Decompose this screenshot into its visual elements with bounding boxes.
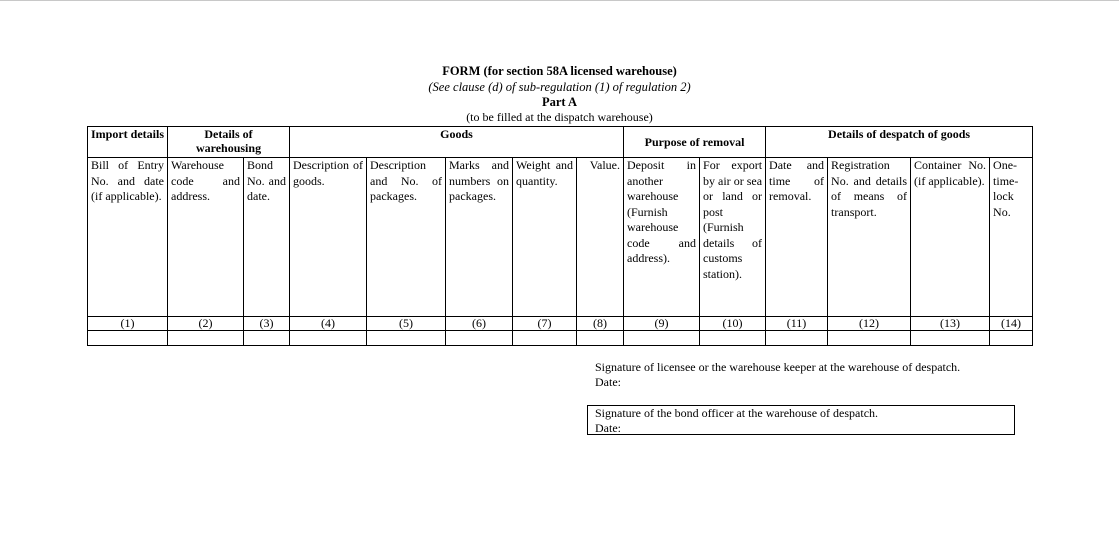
group-purpose-of-removal: Purpose of removal xyxy=(624,127,766,158)
form-part-label: Part A xyxy=(541,95,578,109)
entry-cell[interactable] xyxy=(766,331,828,346)
entry-cell[interactable] xyxy=(700,331,766,346)
column-number: (13) xyxy=(911,317,990,331)
column-number: (10) xyxy=(700,317,766,331)
column-header-container-no: Container No. (if applicable). xyxy=(911,158,990,317)
column-header-description-packages: Description and No. of packages. xyxy=(367,158,446,317)
group-goods: Goods xyxy=(290,127,624,158)
column-number: (1) xyxy=(88,317,168,331)
column-header-date-time-removal: Date and time of removal. xyxy=(766,158,828,317)
bond-officer-signature-box xyxy=(587,405,1015,435)
column-number: (3) xyxy=(244,317,290,331)
column-number: (11) xyxy=(766,317,828,331)
column-number: (9) xyxy=(624,317,700,331)
table-row xyxy=(88,331,1033,346)
licensee-signature-label: Signature of licensee or the warehouse keeper at the warehouse of despatch. xyxy=(595,360,961,374)
entry-cell[interactable] xyxy=(828,331,911,346)
bond-officer-signature-label: Signature of the bond officer at the warehouse of despatch. xyxy=(595,406,879,420)
dispatch-table xyxy=(87,126,1033,346)
entry-cell[interactable] xyxy=(244,331,290,346)
form-fill-note: (to be filled at the dispatch warehouse) xyxy=(466,110,653,124)
licensee-date-label: Date: xyxy=(595,375,621,389)
column-header-registration-transport: Registration No. and details of means of transport. xyxy=(828,158,911,317)
top-divider xyxy=(0,0,1119,1)
entry-cell[interactable] xyxy=(990,331,1033,346)
entry-cell[interactable] xyxy=(513,331,577,346)
column-number: (6) xyxy=(446,317,513,331)
entry-cell[interactable] xyxy=(911,331,990,346)
column-header-weight-quantity: Weight and quantity. xyxy=(513,158,577,317)
form-title: FORM (for section 58A licensed warehouse) xyxy=(442,64,677,78)
column-number: (2) xyxy=(168,317,244,331)
group-warehousing-details: Details of warehousing xyxy=(168,127,290,158)
column-header-bond-no: Bond No. and date. xyxy=(244,158,290,317)
column-number: (8) xyxy=(577,317,624,331)
entry-cell[interactable] xyxy=(367,331,446,346)
entry-cell[interactable] xyxy=(88,331,168,346)
column-header-export: For export by air or sea or land or post (Furnish details of customs station). xyxy=(700,158,766,317)
licensee-signature-block xyxy=(595,360,960,390)
column-number: (7) xyxy=(513,317,577,331)
bond-officer-date-label: Date: xyxy=(595,421,621,435)
column-number: (4) xyxy=(290,317,367,331)
group-import-details: Import details xyxy=(88,127,168,158)
column-header-bill-of-entry: Bill of Entry No. and date (if applicable). xyxy=(88,158,168,317)
column-header-one-time-lock: One-time-lock No. xyxy=(990,158,1033,317)
column-header-value: Value. xyxy=(577,158,624,317)
entry-cell[interactable] xyxy=(290,331,367,346)
column-number: (5) xyxy=(367,317,446,331)
column-header-description-goods: Description of goods. xyxy=(290,158,367,317)
column-number: (12) xyxy=(828,317,911,331)
form-subtitle: (See clause (d) of sub-regulation (1) of regulation 2) xyxy=(428,80,691,94)
group-despatch-details: Details of despatch of goods xyxy=(766,127,1033,158)
column-header-deposit-warehouse: Deposit in another warehouse (Furnish warehouse code and address). xyxy=(624,158,700,317)
column-header-marks-numbers: Marks and numbers on packages. xyxy=(446,158,513,317)
entry-cell[interactable] xyxy=(577,331,624,346)
column-header-warehouse-code: Warehouse code and address. xyxy=(168,158,244,317)
column-number: (14) xyxy=(990,317,1033,331)
entry-cell[interactable] xyxy=(624,331,700,346)
entry-cell[interactable] xyxy=(446,331,513,346)
entry-cell[interactable] xyxy=(168,331,244,346)
